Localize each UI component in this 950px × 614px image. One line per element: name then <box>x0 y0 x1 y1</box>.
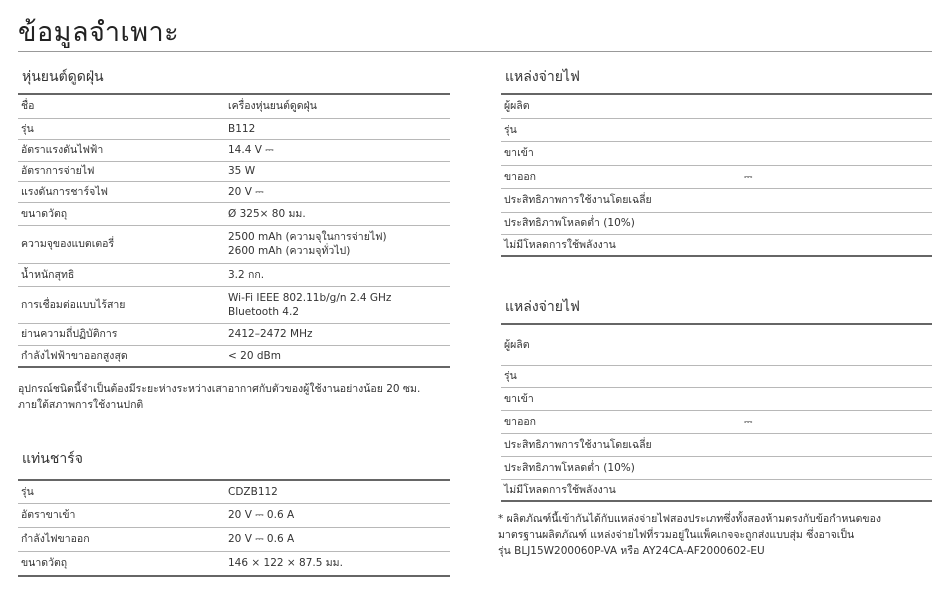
spec-value-line: Wi-Fi IEEE 802.11b/g/n 2.4 GHz <box>228 291 392 304</box>
table-row <box>18 263 450 286</box>
table-row <box>18 94 450 118</box>
table-row <box>501 410 932 433</box>
table-row <box>501 234 932 256</box>
table-row <box>501 212 932 234</box>
spec-label: แรงดันการชาร์จไฟ <box>18 181 225 202</box>
spec-label: ผู้ผลิต <box>501 94 741 118</box>
power-note: * ผลิตภัณฑ์นี้เข้ากันได้กับแหล่งจ่ายไฟสองประเภทซึ่งทั้งสองห้ามตรงกับข้อกำหนดของ มาตรฐานผลิตภัณฑ์ แหล่งจ่ายไฟที่รวมอยู่ในแพ็คเกจจะถูกส่งแบบสุ่ม ซึ่งอาจเป็น รุ่น BLJ15W200060P-VA หรือ AY24CA-AF2000602-EU <box>498 513 882 557</box>
table-row <box>18 225 450 263</box>
spec-label: ประสิทธิภาพการใช้งานโดยเฉลี่ย <box>501 188 741 212</box>
spec-label: ไม่มีโหลดการใช้พลังงาน <box>501 479 741 501</box>
table-row <box>18 202 450 225</box>
spec-label: กำลังไฟฟ้าขาออกสูงสุด <box>18 345 225 367</box>
spec-value <box>741 118 932 141</box>
table-row <box>18 286 450 323</box>
table-row <box>18 118 450 139</box>
spec-label: ขาออก <box>501 165 741 188</box>
spec-label: อัตราแรงดันไฟฟ้า <box>18 139 225 161</box>
power1-section-title: แหล่งจ่ายไฟ <box>505 69 580 85</box>
spec-value: ⎓ <box>741 410 932 433</box>
table-row <box>501 165 932 188</box>
spec-value <box>741 324 932 365</box>
robot-spec-table <box>18 93 450 368</box>
spec-label: อัตราขาเข้า <box>18 503 225 527</box>
table-row <box>18 161 450 181</box>
spec-label: ประสิทธิภาพโหลดต่ำ (10%) <box>501 456 741 479</box>
table-row <box>501 141 932 165</box>
spec-value: < 20 dBm <box>225 345 450 367</box>
spec-label: ความจุของแบตเตอรี่ <box>18 225 225 263</box>
table-row <box>501 94 932 118</box>
spec-value <box>741 212 932 234</box>
robot-note: อุปกรณ์ชนิดนี้จำเป็นต้องมีระยะห่างระหว่างเสาอากาศกับตัวของผู้ใช้งานอย่างน้อย 20 ซม. ภายใต้สภาพการใช้งานปกติ <box>18 383 421 411</box>
spec-value <box>741 456 932 479</box>
table-row <box>501 118 932 141</box>
spec-value: 20 V ⎓ 0.6 A <box>225 503 450 527</box>
spec-label: รุ่น <box>18 118 225 139</box>
table-row <box>18 551 450 576</box>
table-row <box>501 188 932 212</box>
spec-value: ⎓ <box>741 165 932 188</box>
spec-value <box>741 479 932 501</box>
spec-value <box>741 365 932 387</box>
table-row <box>501 324 932 365</box>
spec-label: รุ่น <box>18 480 225 503</box>
table-row <box>501 387 932 410</box>
spec-value <box>741 188 932 212</box>
spec-value <box>741 141 932 165</box>
spec-value: CDZB112 <box>225 480 450 503</box>
spec-value: Ø 325× 80 มม. <box>225 202 450 225</box>
spec-value <box>741 94 932 118</box>
spec-label: รุ่น <box>501 365 741 387</box>
spec-label: ย่านความถี่ปฏิบัติการ <box>18 323 225 345</box>
spec-label: ขาเข้า <box>501 387 741 410</box>
table-row <box>501 479 932 501</box>
spec-value-line: 2600 mAh (ความจุทั่วไป) <box>228 245 351 257</box>
table-row <box>501 365 932 387</box>
spec-value-line: 2500 mAh (ความจุในการจ่ายไฟ) <box>228 231 387 243</box>
spec-value: 35 W <box>225 161 450 181</box>
spec-label: ขนาดวัตถุ <box>18 551 225 576</box>
spec-label: ผู้ผลิต <box>501 324 741 365</box>
spec-value <box>741 234 932 256</box>
power1-spec-table <box>501 93 932 257</box>
page-title: ข้อมูลจำเพาะ <box>18 17 180 48</box>
table-row <box>18 323 450 345</box>
spec-label: รุ่น <box>501 118 741 141</box>
spec-value: 2412–2472 MHz <box>225 323 450 345</box>
spec-value: 20 V ⎓ <box>225 181 450 202</box>
table-row <box>18 139 450 161</box>
dock-spec-table <box>18 479 450 577</box>
spec-label: การเชื่อมต่อแบบไร้สาย <box>18 286 225 323</box>
spec-label: ขาออก <box>501 410 741 433</box>
spec-label: ขนาดวัตถุ <box>18 202 225 225</box>
dock-section-title: แท่นชาร์จ <box>22 451 83 467</box>
spec-label: น้ำหนักสุทธิ <box>18 263 225 286</box>
spec-label: ไม่มีโหลดการใช้พลังงาน <box>501 234 741 256</box>
table-row <box>18 345 450 367</box>
spec-value <box>741 433 932 456</box>
spec-label: อัตราการจ่ายไฟ <box>18 161 225 181</box>
spec-label: ขาเข้า <box>501 141 741 165</box>
table-row <box>501 433 932 456</box>
table-row <box>18 527 450 551</box>
spec-value-line: Bluetooth 4.2 <box>228 305 300 318</box>
power2-section-title: แหล่งจ่ายไฟ <box>505 299 580 315</box>
title-divider <box>18 51 932 52</box>
spec-value: 3.2 กก. <box>225 263 450 286</box>
spec-value <box>741 387 932 410</box>
robot-section-title: หุ่นยนต์ดูดฝุ่น <box>22 69 104 85</box>
table-row <box>501 456 932 479</box>
spec-value: 20 V ⎓ 0.6 A <box>225 527 450 551</box>
spec-value: เครื่องหุ่นยนต์ดูดฝุ่น <box>225 94 450 118</box>
spec-value <box>225 286 450 323</box>
spec-label: ประสิทธิภาพโหลดต่ำ (10%) <box>501 212 741 234</box>
spec-value: 146 × 122 × 87.5 มม. <box>225 551 450 576</box>
spec-label: ประสิทธิภาพการใช้งานโดยเฉลี่ย <box>501 433 741 456</box>
spec-value: B112 <box>225 118 450 139</box>
spec-label: ชื่อ <box>18 94 225 118</box>
table-row <box>18 503 450 527</box>
spec-value: 14.4 V ⎓ <box>225 139 450 161</box>
spec-value <box>225 225 450 263</box>
table-row <box>18 181 450 202</box>
power2-spec-table <box>501 323 932 502</box>
table-row <box>18 480 450 503</box>
spec-label: กำลังไฟขาออก <box>18 527 225 551</box>
